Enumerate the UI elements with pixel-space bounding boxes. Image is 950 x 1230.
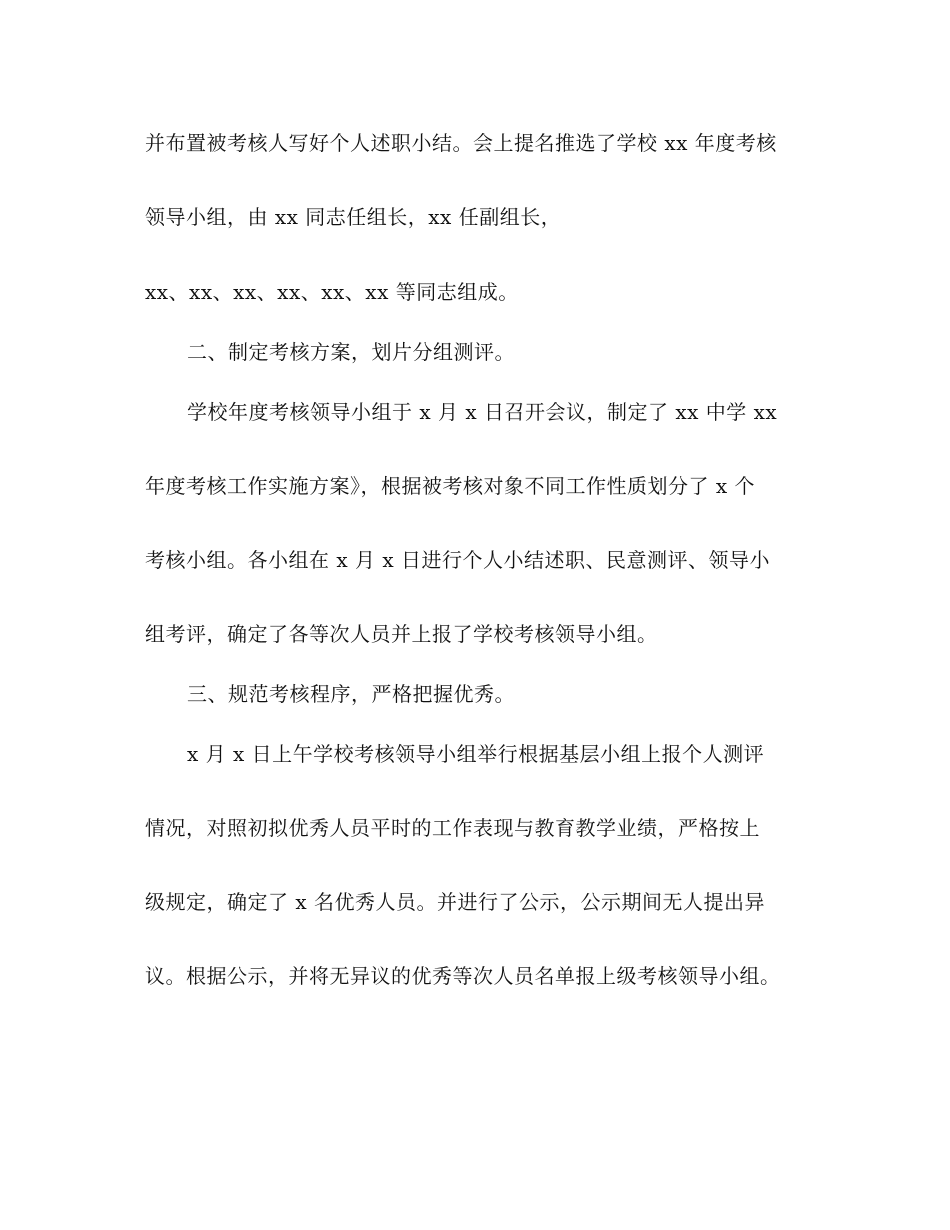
- section-heading-2: 二、制定考核方案，划片分组测评。: [187, 340, 515, 364]
- text-line-1: 并布置被考核人写好个人述职小结。会上提名推选了学校 xx 年度考核: [145, 131, 777, 155]
- text-line-6: 年度考核工作实施方案》，根据被考核对象不同工作性质划分了 x 个: [145, 474, 755, 498]
- text-line-3: xx、xx、xx、xx、xx、xx 等同志组成。: [145, 280, 519, 304]
- text-line-11: 情况，对照初拟优秀人员平时的工作表现与教育教学业绩，严格按上: [145, 816, 760, 840]
- text-line-13: 议。根据公示，并将无异议的优秀等次人员名单报上级考核领导小组。: [145, 964, 781, 988]
- text-line-10: x 月 x 日上午学校考核领导小组举行根据基层小组上报个人测评: [187, 742, 765, 766]
- text-line-8: 组考评，确定了各等次人员并上报了学校考核领导小组。: [145, 622, 658, 646]
- text-line-7: 考核小组。各小组在 x 月 x 日进行个人小结述职、民意测评、领导小: [145, 548, 770, 572]
- text-line-12: 级规定，确定了 x 名优秀人员。并进行了公示，公示期间无人提出异: [145, 890, 765, 914]
- section-heading-3: 三、规范考核程序，严格把握优秀。: [187, 682, 515, 706]
- text-line-2: 领导小组，由 xx 同志任组长，xx 任副组长，: [145, 205, 562, 229]
- text-line-5: 学校年度考核领导小组于 x 月 x 日召开会议，制定了 xx 中学 xx: [187, 400, 778, 424]
